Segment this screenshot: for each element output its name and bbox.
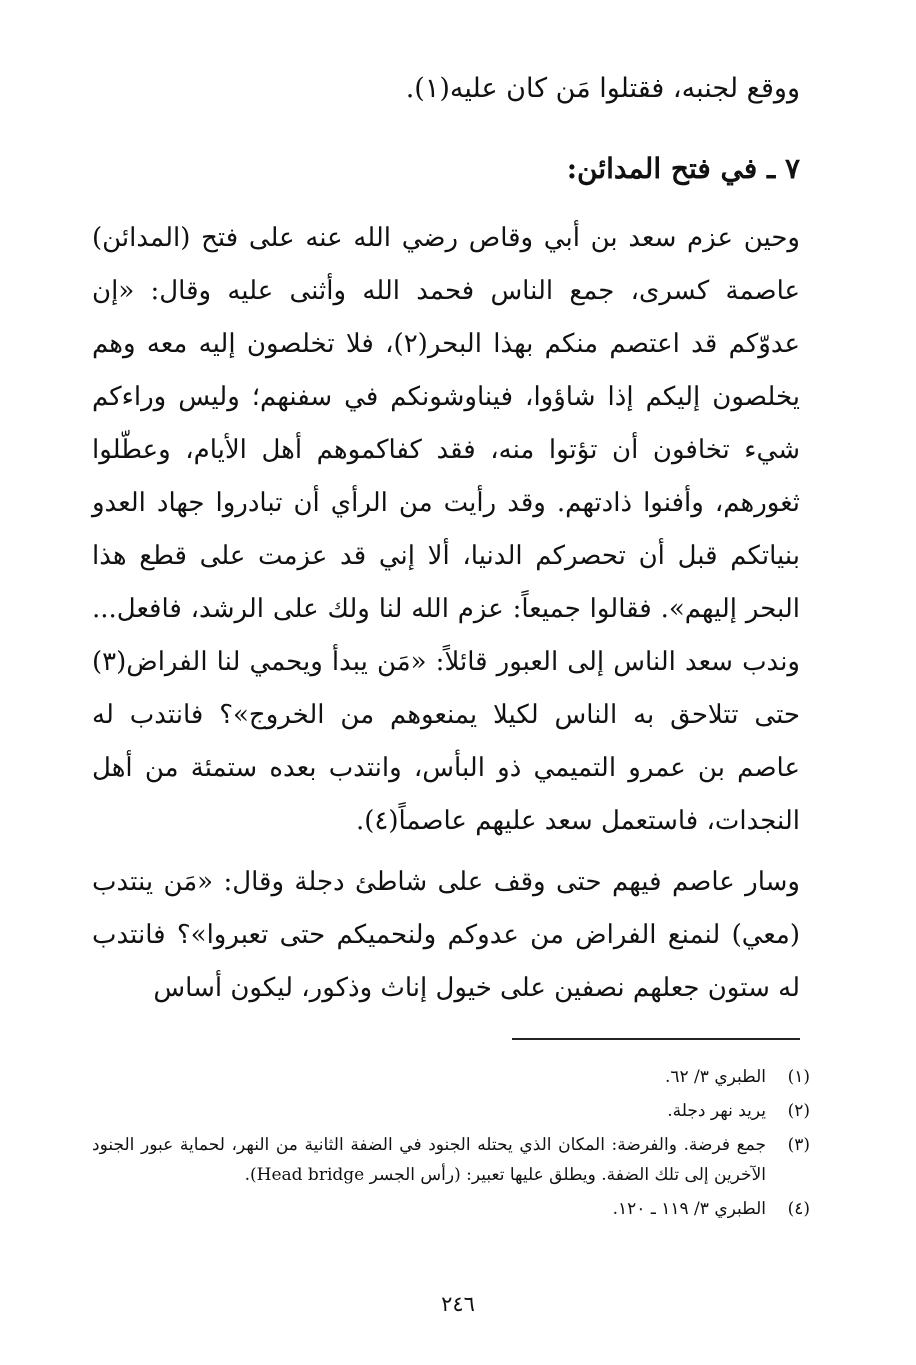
footnote-number: (٤) bbox=[787, 1199, 810, 1219]
footnote-text: يريد نهر دجلة. bbox=[667, 1101, 766, 1121]
footnotes-list bbox=[92, 1062, 810, 1228]
body-paragraph-2: وسار عاصم فيهم حتى وقف على شاطئ دجلة وقال: «مَن ينتدب (معي) لنمنع الفراض من عدوكم ولنحميكم حتى تعبروا»؟ فانتدب له ستون جعلهم نصفين على خيول إناث وذكور، ليكون أساس bbox=[92, 867, 800, 1003]
footnote-number: (٢) bbox=[787, 1101, 810, 1121]
body-paragraph-1: وحين عزم سعد بن أبي وقاص رضي الله عنه على فتح (المدائن) عاصمة كسرى، جمع الناس فحمد الله وأثنى عليه وقال: «إن عدوّكم قد اعتصم منكم بهذا البحر(٢)، فلا تخلصون إليه معه وهم يخلصون إليكم إذا شاؤوا، فيناوشونكم في سفنهم؛ وليس وراءكم شيء تخافون أن تؤتوا منه، فقد كفاكموهم أهل الأيام، وعطّلوا ثغورهم، وأفنوا ذادتهم. وقد رأيت من الرأي أن تبادروا جهاد العدو بنياتكم قبل أن تحصركم الدنيا، ألا إني قد عزمت على قطع هذا البحر إليهم». فقالوا جميعاً: عزم الله لنا ولك على الرشد، فافعل... وندب سعد الناس إلى العبور قائلاً: «مَن يبدأ ويحمي لنا الفراض(٣) حتى تتلاحق به الناس لكيلا يمنعوهم من الخروج»؟ فانتدب له عاصم بن عمرو التميمي ذو البأس، وانتدب بعده ستمئة من أهل النجدات، فاستعمل سعد عليهم عاصماً(٤). bbox=[92, 223, 800, 836]
footnote-item bbox=[92, 1062, 810, 1092]
footnote-number: (٣) bbox=[787, 1135, 810, 1155]
opening-line: ووقع لجنبه، فقتلوا مَن كان عليه(١). bbox=[405, 73, 800, 104]
footnote-text: جمع فرضة. والفرضة: المكان الذي يحتله الجنود في الضفة الثانية من النهر، لحماية عبور الجنود الآخرين إلى تلك الضفة. ويطلق عليها تعبير: (رأس الجسر Head bridge). bbox=[92, 1135, 766, 1185]
footnote-item bbox=[92, 1130, 810, 1190]
footnote-item bbox=[92, 1194, 810, 1224]
section-heading: ٧ ـ في فتح المدائن: bbox=[566, 152, 800, 185]
footnote-divider bbox=[512, 1038, 800, 1040]
footnote-text: الطبري ٣/ ١١٩ ـ ١٢٠. bbox=[612, 1199, 766, 1219]
page-number: ٢٤٦ bbox=[441, 1292, 475, 1316]
footnote-number: (١) bbox=[787, 1067, 810, 1087]
footnote-item bbox=[92, 1096, 810, 1126]
footnote-text: الطبري ٣/ ٦٢. bbox=[664, 1067, 766, 1087]
